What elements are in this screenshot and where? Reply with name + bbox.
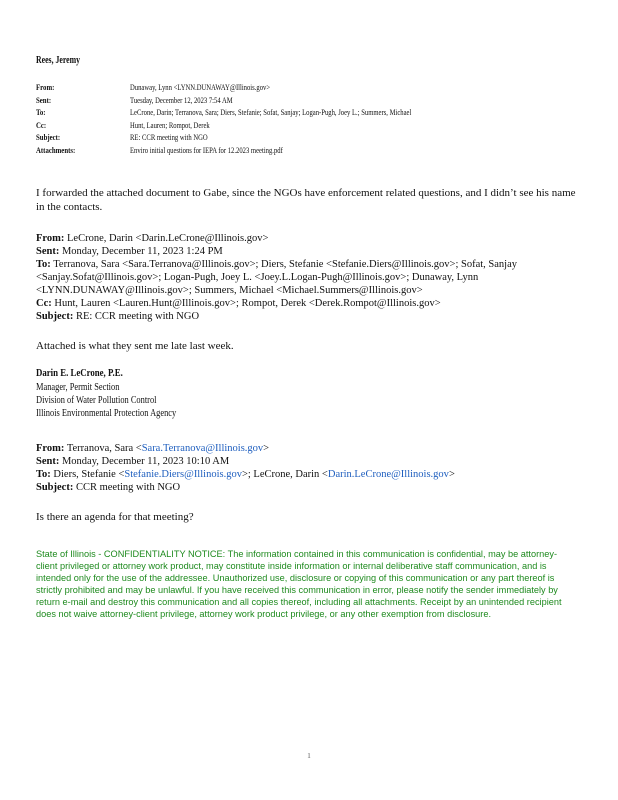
header-row-subject bbox=[36, 132, 586, 145]
subject-value: RE: CCR meeting with NGO bbox=[75, 311, 200, 322]
email-link-darin[interactable]: Darin.LeCrone@Illinois.gov bbox=[327, 469, 449, 480]
sent-value: Monday, December 11, 2023 10:10 AM bbox=[61, 456, 230, 467]
header-label: Attachments: bbox=[36, 144, 76, 155]
subject-label: Subject: bbox=[36, 482, 74, 493]
header-row-cc bbox=[36, 120, 586, 133]
header-label: To: bbox=[36, 107, 46, 117]
from-value: LeCrone, Darin <Darin.LeCrone@Illinois.gov> bbox=[67, 233, 269, 244]
signature-title: Manager, Permit Section bbox=[36, 382, 120, 393]
page-number: 1 bbox=[307, 752, 311, 760]
header-label: Subject: bbox=[36, 132, 61, 142]
to-label: To: bbox=[36, 469, 51, 480]
sent-label: Sent: bbox=[36, 456, 60, 467]
from-name: Terranova, Sara < bbox=[66, 443, 142, 454]
sent-value: Monday, December 11, 2023 1:24 PM bbox=[61, 246, 223, 257]
header-label: Cc: bbox=[36, 119, 47, 130]
header-row-sent bbox=[36, 95, 586, 108]
signature-division: Division of Water Pollution Control bbox=[36, 395, 157, 406]
signature-name: Darin E. LeCrone, P.E. bbox=[36, 367, 123, 379]
signature-agency: Illinois Environmental Protection Agency bbox=[36, 408, 177, 419]
to-value: Terranova, Sara <Sara.Terranova@Illinois.gov>; Diers, Stefanie <Stefanie.Diers@Illinois.gov>; Sofat, Sanjay <Sanjay.Sofat@Illinois.gov>; Logan-Pugh, Joey L. <Joey.L.Logan-Pugh@Illinois.gov>; Dunaway, Lynn <LYNN.DUNAWAY@Illinois.gov>; Summers, Michael <Michael.Summers@Illinois.gov> bbox=[36, 259, 518, 296]
from-label: From: bbox=[36, 443, 65, 454]
header-label: From: bbox=[36, 82, 55, 92]
confidentiality-notice: State of Illinois - CONFIDENTIALITY NOTICE: The information contained in this communication is confidential, may be attorney-client privileged or attorney work product, may constitute inside information or internal deliberative staff communication, and is intended only for the use of the addressee. Unauthorized use, disclosure or copying of this communication or any part thereof is strictly prohibited and may be unlawful. If you have received this communication in error, please notify the sender immediately by return e-mail and destroy this communication and all copies thereof, including all attachments. Receipt by an unintended recipient does not waive attorney-client privilege, attorney work product privilege, or any other exemption from disclosure. bbox=[36, 549, 562, 619]
mailbox-owner-name: Rees, Jeremy bbox=[36, 55, 81, 66]
quoted-header-3 bbox=[36, 442, 581, 494]
header-label: Sent: bbox=[36, 94, 52, 105]
header-row-to bbox=[36, 107, 586, 120]
subject-label: Subject: bbox=[36, 311, 74, 322]
subject-value: CCR meeting with NGO bbox=[75, 482, 181, 493]
email-link-sara[interactable]: Sara.Terranova@Illinois.gov bbox=[141, 443, 264, 454]
to-label: To: bbox=[36, 259, 51, 270]
to-mid: >; LeCrone, Darin < bbox=[241, 469, 328, 480]
email-link-stefanie[interactable]: Stefanie.Diers@Illinois.gov bbox=[124, 469, 242, 480]
signature-block bbox=[36, 367, 581, 420]
header-row-attachments bbox=[36, 145, 586, 158]
header-row-from bbox=[36, 82, 586, 95]
sent-label: Sent: bbox=[36, 246, 60, 257]
header-value: Tuesday, December 12, 2023 7:54 AM bbox=[130, 94, 233, 105]
to-end: > bbox=[448, 469, 455, 480]
email-header-table bbox=[36, 82, 586, 157]
message-body-2: Attached is what they sent me late last week. bbox=[36, 340, 234, 352]
header-value: RE: CCR meeting with NGO bbox=[130, 132, 208, 142]
header-value: LeCrone, Darin; Terranova, Sara; Diers, Stefanie; Sofat, Sanjay; Logan-Pugh, Joey L.; Summers, Michael bbox=[130, 107, 412, 117]
message-body-3: Is there an agenda for that meeting? bbox=[36, 511, 194, 523]
cc-label: Cc: bbox=[36, 298, 52, 309]
from-end: > bbox=[263, 443, 270, 454]
cc-value: Hunt, Lauren <Lauren.Hunt@Illinois.gov>; Rompot, Derek <Derek.Rompot@Illinois.gov> bbox=[54, 298, 441, 309]
quoted-header-2 bbox=[36, 232, 581, 323]
to-name-1: Diers, Stefanie < bbox=[53, 469, 125, 480]
attachment-link[interactable]: Enviro initial questions for IEPA for 12.2023 meeting.pdf bbox=[130, 144, 283, 155]
from-label: From: bbox=[36, 233, 65, 244]
message-body-1: I forwarded the attached document to Gabe, since the NGOs have enforcement related questions, and I didn’t see his name in the contacts. bbox=[36, 187, 576, 213]
header-value: Dunaway, Lynn <LYNN.DUNAWAY@Illinois.gov> bbox=[130, 82, 271, 92]
header-value: Hunt, Lauren; Rompot, Derek bbox=[130, 119, 210, 130]
